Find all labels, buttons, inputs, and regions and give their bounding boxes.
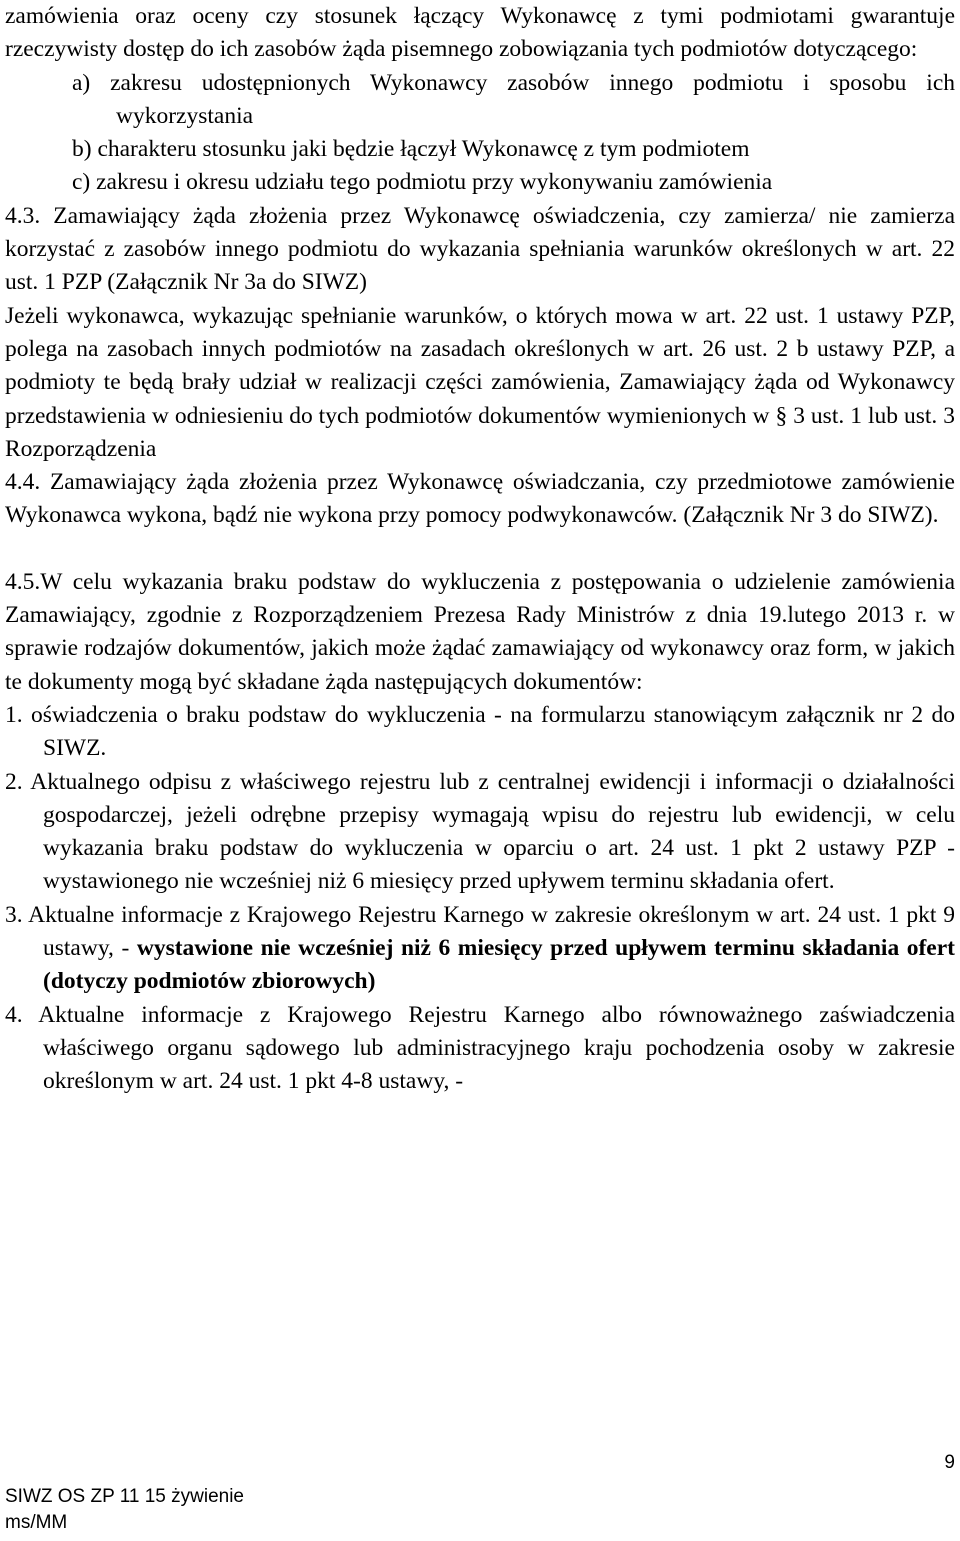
list-item-c: c) zakresu i okresu udziału tego podmiotu przy wykonywaniu zamówienia (72, 169, 773, 196)
list-item-2: 2. Aktualnego odpisu z właściwego rejestru lub z centralnej ewidencji i informacji o działalności gospodarczej, jeżeli odrębne przepisy wymagają wpisu do rejestru lub ewidencji, w celu wykazania braku podstaw do wykluczenia w oparciu o art. 24 ust. 1 pkt 2 ustawy PZP - wystawionego nie wcześniej niż 6 miesięcy przed upływem terminu składania ofert. (5, 768, 955, 895)
footer-initials: ms/MM (5, 1512, 68, 1533)
list-item-3-bold-text: wystawione nie wcześniej niż 6 miesięcy przed upływem terminu składania ofert (dotyczy podmiotów zbiorowych) (43, 935, 955, 995)
section-4-3-continued: Jeżeli wykonawca, wykazując spełnianie warunków, o których mowa w art. 22 ust. 1 ustawy PZP, polega na zasobach innych podmiotów na zasadach określonych w art. 26 ust. 2 b ustawy PZP, a podmioty te będą brały udział w realizacji części zamówienia, Zamawiający żąda od Wykonawcy przedstawienia w odniesieniu do tych podmiotów dokumentów wymienionych w § 3 ust. 1 lub ust. 3 Rozporządzenia (5, 302, 955, 462)
list-item-4: 4. Aktualne informacje z Krajowego Rejestru Karnego albo równoważnego zaświadczenia właściwego organu sądowego lub administracyjnego kraju pochodzenia osoby w zakresie określonym w art. 24 ust. 1 pkt 4-8 ustawy, - (5, 1001, 955, 1095)
list-item-3-text: 3. Aktualne informacje z Krajowego Rejestru Karnego w zakresie określonym w art. 24 ust. 1 pkt 9 ustawy, - (5, 901, 955, 962)
footer-document-id: SIWZ OS ZP 11 15 żywienie (5, 1486, 244, 1507)
section-4-3: 4.3. Zamawiający żąda złożenia przez Wykonawcę oświadczenia, czy zamierza/ nie zamierza korzystać z zasobów innego podmiotu do wykazania spełniania warunków określonych w art. 22 ust. 1 PZP (Załącznik Nr 3a do SIWZ) (5, 202, 955, 296)
section-4-4: 4.4. Zamawiający żąda złożenia przez Wykonawcę oświadczania, czy przedmiotowe zamówienie Wykonawca wykona, bądź nie wykona przy pomocy podwykonawców. (Załącznik Nr 3 do SIWZ). (5, 469, 955, 529)
list-item-3 (5, 899, 955, 999)
list-item-1: 1. oświadczenia o braku podstaw do wykluczenia - na formularzu stanowiącym załącznik nr 2 do SIWZ. (5, 701, 955, 762)
page-footer (5, 1452, 955, 1541)
list-item-a: a) zakresu udostępnionych Wykonawcy zasobów innego podmiotu i sposobu ich wykorzystania (72, 69, 955, 129)
page-number: 9 (944, 1452, 955, 1473)
document-body (5, 0, 955, 1099)
footer-info (5, 1484, 244, 1536)
paragraph-intro: zamówienia oraz oceny czy stosunek łączący Wykonawcę z tymi podmiotami gwarantuje rzeczywisty dostęp do ich zasobów żąda pisemnego zobowiązania tych podmiotów dotyczącego: (5, 3, 955, 63)
list-item-b: b) charakteru stosunku jaki będzie łączył Wykonawcę z tym podmiotem (72, 136, 750, 163)
spacer (5, 533, 955, 566)
section-4-5: 4.5.W celu wykazania braku podstaw do wykluczenia z postępowania o udzielenie zamówienia Zamawiający, zgodnie z Rozporządzeniem Prezesa Rady Ministrów z dnia 19.lutego 2013 r. w sprawie rodzajów dokumentów, jakich może żądać zamawiający od wykonawcy oraz form, w jakich te dokumenty mogą być składane żąda następujących dokumentów: (5, 568, 955, 695)
